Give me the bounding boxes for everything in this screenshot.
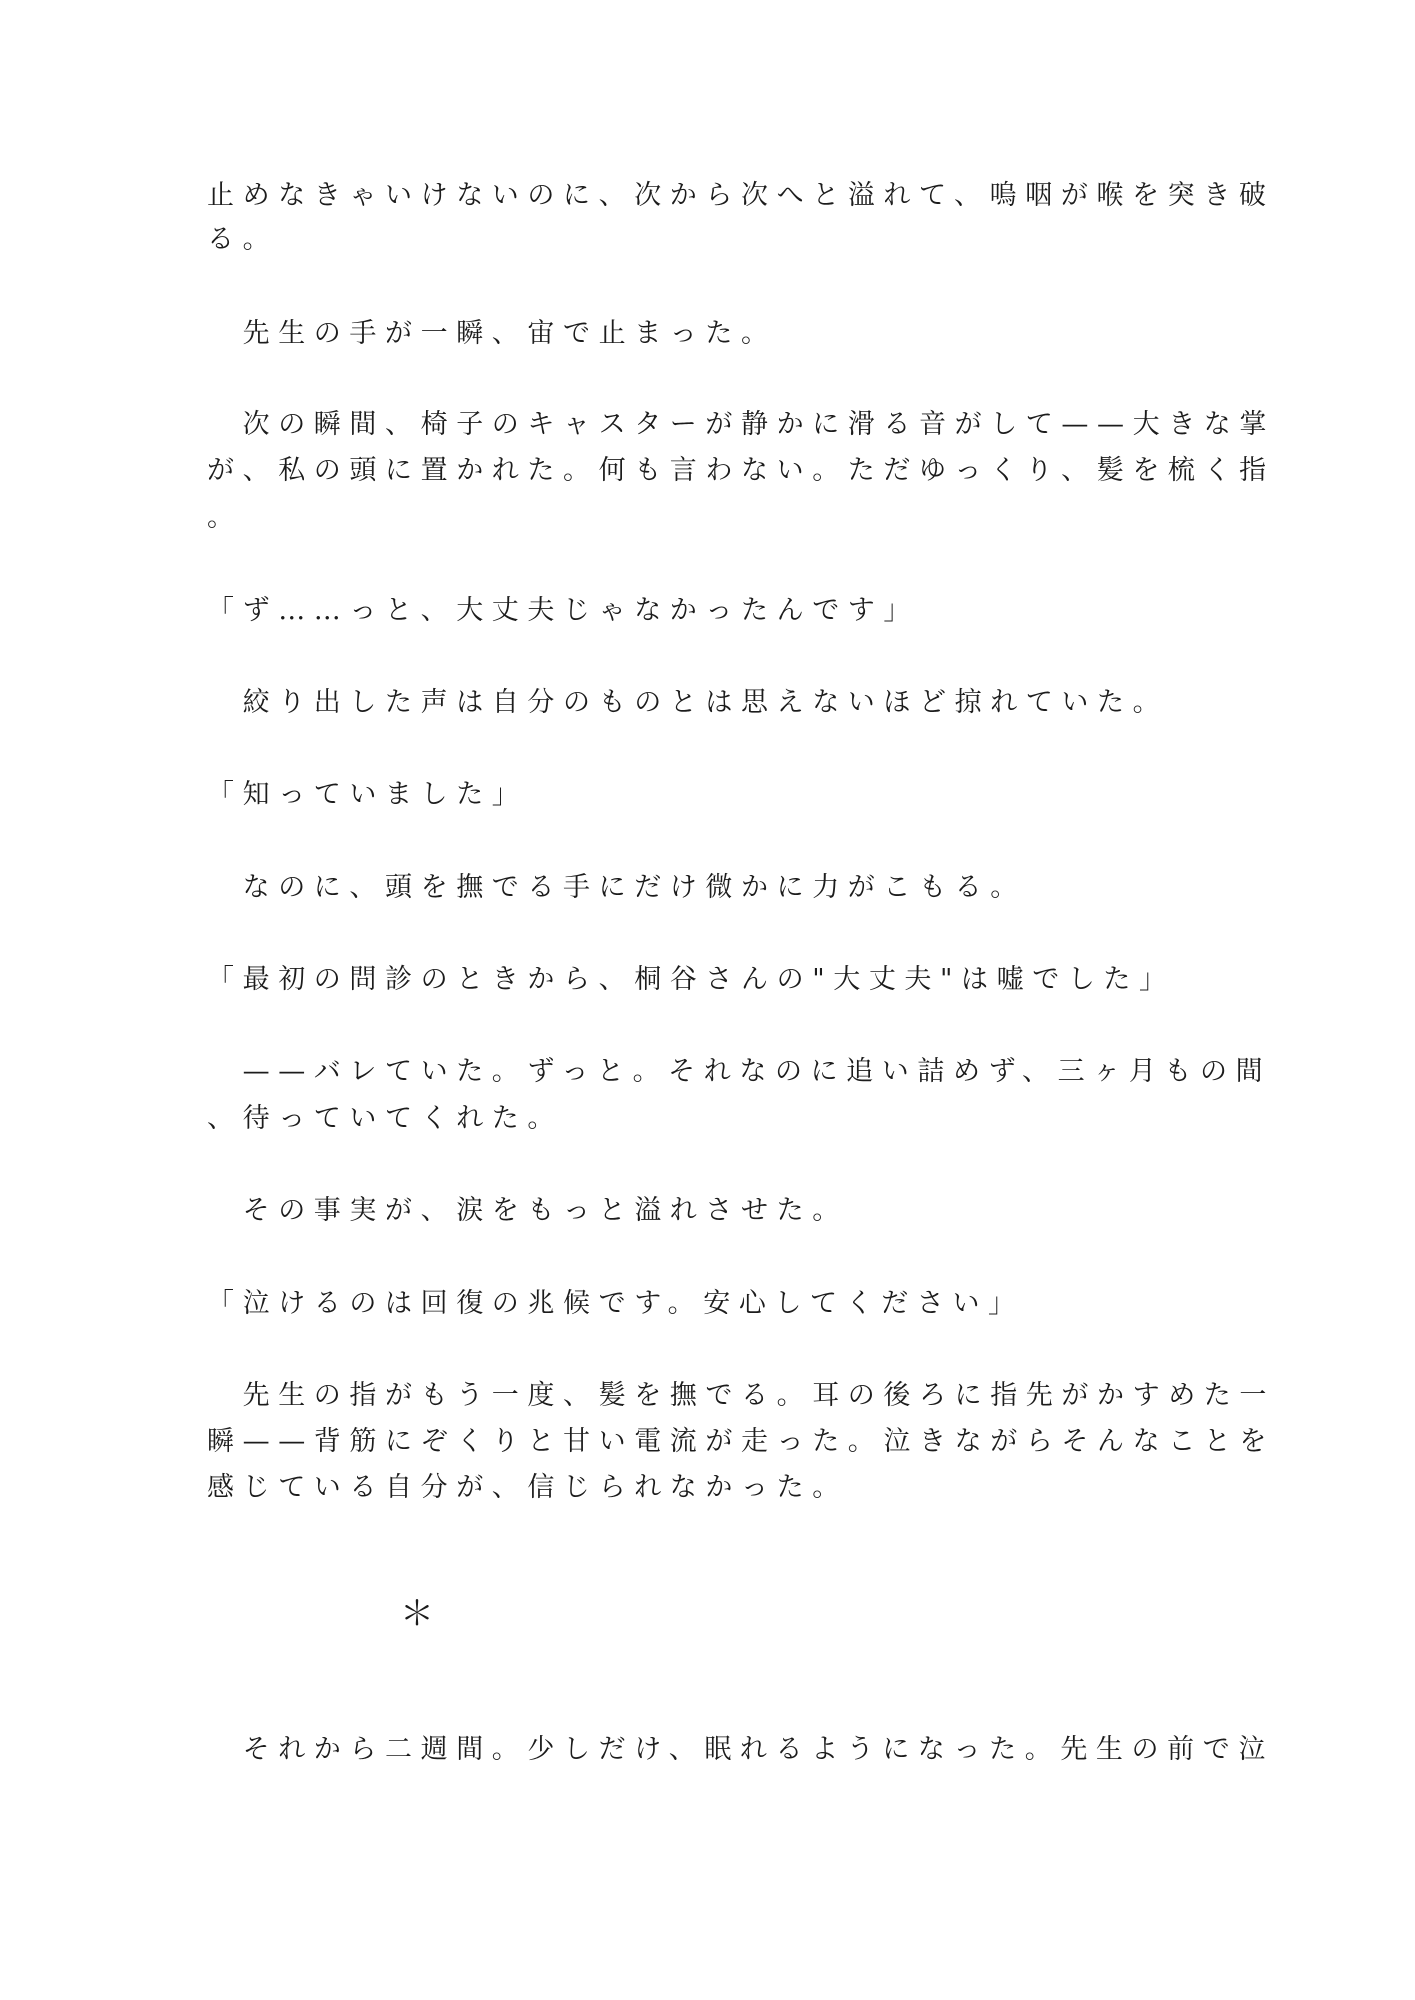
text-line: ——バレていた。ずっと。それなのに追い詰めず、三ヶ月もの間	[207, 1056, 1272, 1087]
text-line: 先生の指がもう一度、髪を撫でる。耳の後ろに指先がかすめた一	[207, 1380, 1275, 1411]
text-line: その事実が、涙をもっと溢れさせた。	[207, 1195, 848, 1226]
text-line: 、待っていてくれた。	[207, 1103, 563, 1134]
text-line: なのに、頭を撫でる手にだけ微かに力がこもる。	[207, 872, 1026, 903]
text-line: 絞り出した声は自分のものとは思えないほど掠れていた。	[207, 687, 1169, 718]
text-line: 。	[207, 502, 243, 533]
text-line: 「最初の問診のときから、桐谷さんの"大丈夫"は嘘でした」	[207, 964, 1175, 995]
text-line: 瞬——背筋にぞくりと甘い電流が走った。泣きながらそんなことを	[207, 1426, 1275, 1457]
text-line: 「知っていました」	[207, 779, 528, 810]
text-line: それから二週間。少しだけ、眠れるようになった。先生の前で泣	[207, 1734, 1274, 1765]
text-line: 「ず……っと、大丈夫じゃなかったんです」	[207, 595, 919, 626]
text-line: 先生の手が一瞬、宙で止まった。	[207, 318, 777, 349]
text-line: が、私の頭に置かれた。何も言わない。ただゆっくり、髪を梳く指	[207, 455, 1275, 486]
text-line: 感じている自分が、信じられなかった。	[207, 1472, 848, 1503]
text-line: る。	[207, 224, 279, 255]
scene-break-asterisk: ＊	[400, 1594, 434, 1634]
text-line: 次の瞬間、椅子のキャスターが静かに滑る音がして——大きな掌	[207, 409, 1275, 440]
text-line: 「泣けるのは回復の兆候です。安心してください」	[207, 1288, 1024, 1319]
text-line: 止めなきゃいけないのに、次から次へと溢れて、嗚咽が喉を突き破	[207, 180, 1275, 211]
